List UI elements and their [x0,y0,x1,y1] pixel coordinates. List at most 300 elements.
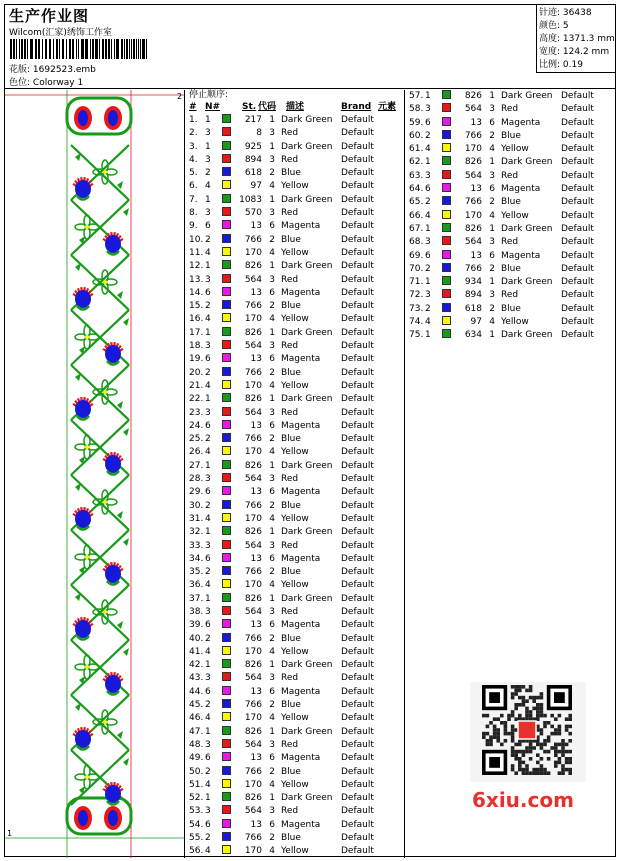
row-description: Yellow [281,713,309,724]
row-number: 52. [189,793,204,804]
row-number: 20. [189,367,204,378]
row-description: Blue [501,130,521,141]
row-needle: 3 [205,128,211,139]
stats-panel [536,5,615,73]
row-description: Magenta [281,686,321,697]
row-stitches: 766 [244,567,262,578]
row-stitches: 13 [250,620,262,631]
stat-colors: 颜色: 5 [539,21,569,31]
row-description: Yellow [281,846,309,857]
row-brand: Default [341,567,374,578]
table-row [186,313,404,326]
row-code: 6 [489,184,495,195]
row-description: Blue [281,434,301,445]
row-needle: 1 [205,327,211,338]
row-description: Red [501,104,519,115]
row-number: 51. [189,779,204,790]
row-description: Red [501,290,519,301]
row-code: 2 [489,197,495,208]
row-code: 4 [269,846,275,857]
color-swatch [222,606,231,615]
color-swatch [222,194,231,203]
row-brand: Default [341,394,374,405]
row-needle: 4 [205,380,211,391]
row-number: 3. [189,141,198,152]
row-brand: Default [341,194,374,205]
row-code: 2 [269,833,275,844]
color-swatch [222,633,231,642]
color-swatch [222,234,231,243]
row-brand: Default [341,367,374,378]
row-code: 2 [269,301,275,312]
row-brand: Default [561,223,594,234]
table-row [186,540,404,553]
table-row [186,260,404,273]
table-row [186,194,404,207]
row-code: 4 [269,513,275,524]
qr-code-image [470,682,586,782]
color-swatch [222,712,231,721]
row-brand: Default [561,117,594,128]
row-code: 1 [269,793,275,804]
row-stitches: 13 [250,221,262,232]
row-number: 41. [189,646,204,657]
row-code: 6 [269,287,275,298]
table-row [406,289,615,302]
row-code: 3 [269,407,275,418]
color-swatch [222,832,231,841]
row-code: 1 [269,194,275,205]
row-description: Red [281,540,299,551]
row-brand: Default [561,237,594,248]
row-number: 42. [189,660,204,671]
row-needle: 1 [205,593,211,604]
color-swatch [222,460,231,469]
row-stitches: 13 [250,354,262,365]
stat-height: 高度: 1371.3 mm [539,34,615,44]
color-swatch [222,699,231,708]
row-brand: Default [341,819,374,830]
row-number: 39. [189,620,204,631]
row-brand: Default [341,846,374,857]
row-description: Magenta [501,184,541,195]
row-stitches: 826 [464,91,482,101]
row-code: 1 [269,527,275,538]
row-brand: Default [341,154,374,165]
row-stitches: 826 [244,527,262,538]
row-needle: 2 [205,700,211,711]
color-swatch [442,103,451,112]
row-description: Dark Green [501,330,553,341]
table-row [186,845,404,858]
row-number: 61. [409,144,424,155]
row-needle: 3 [205,673,211,684]
row-description: Blue [281,567,301,578]
row-number: 44. [189,686,204,697]
row-number: 34. [189,553,204,564]
row-brand: Default [341,580,374,591]
row-description: Magenta [281,553,321,564]
row-stitches: 826 [244,460,262,471]
row-stitches: 564 [244,474,262,485]
color-swatch [222,393,231,402]
row-stitches: 97 [250,181,262,192]
table-row [186,367,404,380]
row-number: 30. [189,500,204,511]
table-row [186,220,404,233]
color-swatch [222,646,231,655]
row-stitches: 826 [464,157,482,168]
row-needle: 4 [205,580,211,591]
row-brand: Default [341,806,374,817]
header-info [7,5,537,89]
svg-text:2: 2 [177,92,183,101]
row-number: 48. [189,739,204,750]
color-swatch [442,130,451,139]
table-row [186,752,404,765]
row-number: 66. [409,210,424,221]
table-row [406,250,615,263]
row-stitches: 13 [250,753,262,764]
color-swatch [442,156,451,165]
row-brand: Default [341,301,374,312]
row-code: 1 [269,460,275,471]
row-brand: Default [341,713,374,724]
row-stitches: 826 [244,327,262,338]
table-row [186,712,404,725]
row-brand: Default [561,144,594,155]
header-code: 代码 [258,102,277,112]
row-description: Yellow [281,646,309,657]
row-code: 2 [489,303,495,314]
color-swatch [442,210,451,219]
row-code: 6 [269,221,275,232]
row-description: Red [281,341,299,352]
table-row [186,420,404,433]
row-number: 1. [189,115,198,125]
row-description: Dark Green [501,277,553,288]
company-name: Wilcom(汇家)绣饰工作室 [9,28,112,38]
table-row [186,247,404,260]
row-code: 3 [269,540,275,551]
header-needle: N# [205,102,221,112]
svg-text:1: 1 [7,829,13,838]
table-row [186,141,404,154]
row-needle: 4 [205,247,211,258]
row-description: Red [281,474,299,485]
row-code: 2 [269,234,275,245]
row-code: 3 [489,237,495,248]
row-stitches: 766 [244,833,262,844]
row-description: Red [281,407,299,418]
color-swatch [442,276,451,285]
row-number: 14. [189,287,204,298]
row-needle: 6 [205,753,211,764]
table-row [406,236,615,249]
row-description: Blue [281,766,301,777]
row-stitches: 97 [470,317,482,328]
row-code: 6 [489,117,495,128]
row-code: 1 [269,261,275,272]
row-code: 1 [269,726,275,737]
row-needle: 2 [205,301,211,312]
row-brand: Default [341,420,374,431]
sequence-rows-2 [406,90,615,343]
table-row [406,156,615,169]
row-code: 3 [269,154,275,165]
row-needle: 1 [205,460,211,471]
row-number: 74. [409,317,424,328]
row-stitches: 826 [244,726,262,737]
color-swatch [222,167,231,176]
row-needle: 1 [425,223,431,234]
row-needle: 6 [425,184,431,195]
row-number: 58. [409,104,424,115]
row-description: Yellow [281,580,309,591]
row-number: 35. [189,567,204,578]
table-row [186,234,404,247]
table-row [406,103,615,116]
row-number: 31. [189,513,204,524]
row-stitches: 13 [250,287,262,298]
row-needle: 6 [425,117,431,128]
table-row [186,819,404,832]
color-swatch [222,726,231,735]
row-brand: Default [341,540,374,551]
row-needle: 6 [205,287,211,298]
row-number: 68. [409,237,424,248]
row-number: 23. [189,407,204,418]
row-stitches: 564 [244,407,262,418]
row-needle: 1 [205,660,211,671]
row-code: 4 [269,713,275,724]
embroidery-design-image [5,90,185,858]
row-brand: Default [341,141,374,152]
row-needle: 4 [205,513,211,524]
row-brand: Default [341,700,374,711]
row-description: Blue [281,633,301,644]
row-brand: Default [341,115,374,125]
table-row [186,486,404,499]
row-stitches: 13 [250,686,262,697]
row-needle: 6 [205,221,211,232]
row-needle: 6 [425,250,431,261]
table-row [186,180,404,193]
row-number: 70. [409,263,424,274]
row-needle: 3 [425,104,431,115]
row-brand: Default [341,527,374,538]
row-stitches: 8 [256,128,262,139]
row-description: Dark Green [281,527,333,538]
row-needle: 6 [205,487,211,498]
row-number: 55. [189,833,204,844]
row-brand: Default [341,646,374,657]
header [5,5,615,89]
row-stitches: 766 [244,367,262,378]
row-description: Red [281,739,299,750]
row-stitches: 570 [244,208,262,219]
row-stitches: 170 [244,846,262,857]
color-swatch [442,223,451,232]
row-brand: Default [341,221,374,232]
row-code: 6 [269,620,275,631]
color-swatch [222,287,231,296]
row-needle: 3 [205,208,211,219]
row-number: 33. [189,540,204,551]
row-brand: Default [561,157,594,168]
row-number: 75. [409,330,424,341]
row-stitches: 934 [464,277,482,288]
row-code: 1 [269,327,275,338]
row-description: Red [281,606,299,617]
row-number: 16. [189,314,204,325]
color-swatch [222,353,231,362]
row-description: Red [281,274,299,285]
row-needle: 6 [205,553,211,564]
table-row [186,513,404,526]
row-stitches: 766 [244,434,262,445]
row-stitches: 826 [244,593,262,604]
row-number: 26. [189,447,204,458]
sequence-rows-1 [186,114,404,859]
row-needle: 4 [205,314,211,325]
colorway-name: Colorway 1 [32,78,84,88]
row-code: 6 [269,553,275,564]
row-description: Dark Green [501,91,553,101]
row-needle: 2 [425,303,431,314]
row-number: 47. [189,726,204,737]
row-brand: Default [561,197,594,208]
color-swatch [222,180,231,189]
row-number: 29. [189,487,204,498]
row-description: Dark Green [281,115,333,125]
color-swatch [222,779,231,788]
row-needle: 6 [205,354,211,365]
design-file-line [9,62,96,75]
barcode-image [10,39,150,59]
table-row [186,127,404,140]
table-row [186,287,404,300]
row-stitches: 564 [464,237,482,248]
row-description: Magenta [501,250,541,261]
color-swatch [222,154,231,163]
row-needle: 1 [425,91,431,101]
row-stitches: 766 [244,234,262,245]
row-brand: Default [341,208,374,219]
row-number: 50. [189,766,204,777]
row-number: 21. [189,380,204,391]
row-brand: Default [561,277,594,288]
color-swatch [442,143,451,152]
row-stitches: 170 [244,247,262,258]
row-needle: 4 [205,779,211,790]
watermark-logo: 6xiu.com [472,788,574,812]
row-number: 73. [409,303,424,314]
row-stitches: 894 [464,290,482,301]
table-row [186,646,404,659]
color-swatch [222,500,231,509]
row-description: Magenta [281,287,321,298]
row-brand: Default [341,553,374,564]
row-stitches: 13 [470,184,482,195]
row-stitches: 564 [464,170,482,181]
row-description: Magenta [281,819,321,830]
row-needle: 1 [205,793,211,804]
row-number: 64. [409,184,424,195]
color-swatch [442,170,451,179]
row-number: 54. [189,819,204,830]
table-row [186,473,404,486]
row-brand: Default [341,620,374,631]
row-description: Dark Green [281,194,333,205]
table-row [186,353,404,366]
row-needle: 6 [205,819,211,830]
row-stitches: 1083 [239,194,262,205]
row-number: 5. [189,168,198,179]
row-description: Yellow [501,210,529,221]
row-number: 12. [189,261,204,272]
row-number: 22. [189,394,204,405]
row-description: Magenta [281,753,321,764]
color-swatch [222,792,231,801]
row-description: Dark Green [281,726,333,737]
color-swatch [222,300,231,309]
row-code: 1 [489,223,495,234]
row-description: Red [281,806,299,817]
color-swatch [442,289,451,298]
table-row [186,340,404,353]
header-stitches: St. [242,102,257,112]
row-code: 4 [269,314,275,325]
table-row [186,792,404,805]
row-stitches: 170 [244,646,262,657]
row-needle: 6 [205,420,211,431]
table-row [186,606,404,619]
row-needle: 1 [205,141,211,152]
row-code: 2 [269,434,275,445]
row-description: Blue [281,700,301,711]
row-stitches: 13 [250,819,262,830]
row-code: 4 [489,317,495,328]
row-stitches: 766 [244,500,262,511]
table-row [406,263,615,276]
row-code: 1 [489,330,495,341]
header-desc: 描述 [286,102,305,112]
color-swatch [442,183,451,192]
row-description: Yellow [501,317,529,328]
row-needle: 1 [205,194,211,205]
row-brand: Default [341,447,374,458]
color-swatch [222,553,231,562]
row-brand: Default [341,833,374,844]
row-needle: 4 [205,181,211,192]
table-row [406,223,615,236]
table-row [186,619,404,632]
row-number: 37. [189,593,204,604]
row-stitches: 766 [244,301,262,312]
stat-scale: 比例: 0.19 [539,60,583,70]
row-number: 62. [409,157,424,168]
row-description: Magenta [281,221,321,232]
row-stitches: 766 [464,197,482,208]
row-code: 4 [489,210,495,221]
row-number: 65. [409,197,424,208]
design-preview [5,90,185,858]
row-description: Dark Green [281,261,333,272]
row-code: 1 [269,660,275,671]
row-needle: 4 [205,646,211,657]
row-number: 57. [409,91,424,101]
